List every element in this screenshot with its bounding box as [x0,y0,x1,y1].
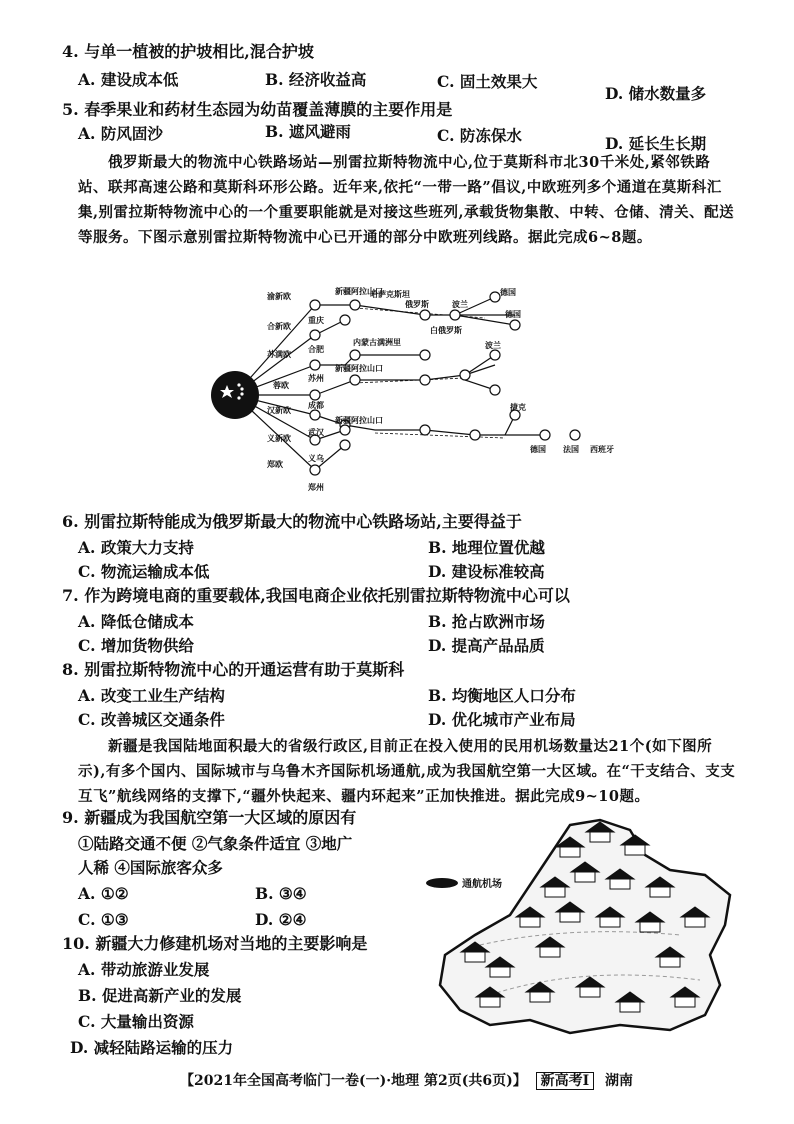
q4-stem: 4. 与单一植被的护坡相比,混合护坡 [62,42,314,61]
origin-label: 武汉 [308,428,324,437]
q4-option-b: B. 经济收益高 [265,70,367,89]
q7-option-d: D. 提高产品品质 [428,636,545,655]
legend-label: 通航机场 [462,879,502,890]
footer-text: 【2021年全国高考临门一卷(一)·地理 第2页(共6页)】 [180,1073,527,1089]
q6-option-d: D. 建设标准较高 [428,562,545,581]
q5-option-a: A. 防风固沙 [78,124,163,143]
q5-option-d: D. 延长生长期 [605,134,707,153]
route-label: 渝新欧 [267,292,291,301]
q6-option-a: A. 政策大力支持 [78,538,194,557]
port-label: 新疆阿拉山口 [335,287,383,296]
q6-option-b: B. 地理位置优越 [428,538,545,557]
q10-stem: 10. 新疆大力修建机场对当地的主要影响是 [62,934,368,953]
destination-label: 捷克 [510,403,526,412]
origin-label: 合肥 [308,345,324,354]
port-label: 内蒙古满洲里 [353,338,401,347]
q9-option-a: A. ①② [78,884,129,903]
q4-option-c: C. 固土效果大 [437,72,538,91]
q6-option-c: C. 物流运输成本低 [78,562,210,581]
route-label: 汉新欧 [267,406,291,415]
port-label: 新疆阿拉山口 [335,364,383,373]
q10-option-c: C. 大量输出资源 [78,1012,194,1031]
port-label: 新疆阿拉山口 [335,416,383,425]
destination-label: 德国 [505,310,521,319]
destination-label: 德国 [530,445,546,454]
q4-option-d: D. 储水数量多 [605,84,707,103]
railway-route-map [195,285,635,505]
q9-statements-line2: 人稀 ④国际旅客众多 [78,858,223,877]
q10-option-a: A. 带动旅游业发展 [78,960,210,979]
route-label: 义新欧 [267,434,291,443]
transit-label: 白俄罗斯 [430,326,462,335]
q7-option-a: A. 降低仓储成本 [78,612,194,631]
transit-label: 哈萨克斯坦 [370,290,410,299]
airport-legend-icon [426,878,458,888]
q8-stem: 8. 别雷拉斯特物流中心的开通运营有助于莫斯科 [62,660,405,679]
q5-option-c: C. 防冻保水 [437,126,522,145]
q9-statements-line1: ①陆路交通不便 ②气象条件适宜 ③地广 [78,834,353,853]
q10-option-b: B. 促进高新产业的发展 [78,986,242,1005]
q6-stem: 6. 别雷拉斯特能成为俄罗斯最大的物流中心铁路场站,主要得益于 [62,512,522,531]
destination-label: 西班牙 [590,445,614,454]
q8-option-c: C. 改善城区交通条件 [78,710,225,729]
passage-logistics: 俄罗斯最大的物流中心铁路场站—别雷拉斯特物流中心,位于莫斯科市北30千米处,紧邻铁路站、联邦高速公路和莫斯科环形公路。近年来,依托“一带一路”倡议,中欧班列多个通道在莫斯科汇集,别雷拉斯特物流中心的一个重要职能就是对接这些班列,承载货物集散、中转、仓储、清关、配送等服务。下图示意别雷拉斯特物流中心已开通的部分中欧班列线路。据此完成6~8题。 [78,154,735,246]
origin-label: 苏州 [308,374,324,383]
route-label: 郑欧 [267,460,283,469]
xinjiang-airport-map [420,815,750,1045]
q5-stem: 5. 春季果业和药材生态园为幼苗覆盖薄膜的主要作用是 [62,100,453,119]
q8-option-d: D. 优化城市产业布局 [428,710,576,729]
region-label: 湖南 [605,1073,634,1089]
q8-option-a: A. 改变工业生产结构 [78,686,225,705]
q9-option-d: D. ②④ [255,910,307,929]
q5-option-b: B. 遮风避雨 [265,122,351,141]
destination-label: 法国 [563,445,579,454]
passage-xinjiang: 新疆是我国陆地面积最大的省级行政区,目前正在投入使用的民用机场数量达21个(如下图所示),有多个国内、国际城市与乌鲁木齐国际机场通航,成为我国航空第一大区域。在“干支结合、支支互飞”航线网络的支撑下,“疆外快起来、疆内环起来”正加快推进。据此完成9~10题。 [78,738,736,805]
q9-option-c: C. ①③ [78,910,129,929]
q7-option-c: C. 增加货物供给 [78,636,194,655]
exam-badge: 新高考Ⅰ [536,1072,595,1090]
route-label: 苏满欧 [267,350,291,359]
china-flag-icon [211,371,259,419]
q7-stem: 7. 作为跨境电商的重要载体,我国电商企业依托别雷拉斯特物流中心可以 [62,586,570,605]
route-label: 蓉欧 [273,381,289,390]
transit-label: 俄罗斯 [405,300,429,309]
q7-option-b: B. 抢占欧洲市场 [428,612,545,631]
destination-label: 德国 [500,288,516,297]
origin-label: 成都 [308,401,324,410]
origin-label: 郑州 [308,483,324,492]
transit-label: 波兰 [452,300,468,309]
q9-stem: 9. 新疆成为我国航空第一大区域的原因有 [62,808,357,827]
q8-option-b: B. 均衡地区人口分布 [428,686,576,705]
q9-option-b: B. ③④ [255,884,307,903]
destination-label: 波兰 [485,341,501,350]
q10-option-d: D. 减轻陆路运输的压力 [70,1038,234,1057]
route-label: 合新欧 [267,322,291,331]
origin-label: 义乌 [308,454,324,463]
page-footer [180,1070,633,1090]
q4-option-a: A. 建设成本低 [78,70,179,89]
origin-label: 重庆 [308,316,324,325]
